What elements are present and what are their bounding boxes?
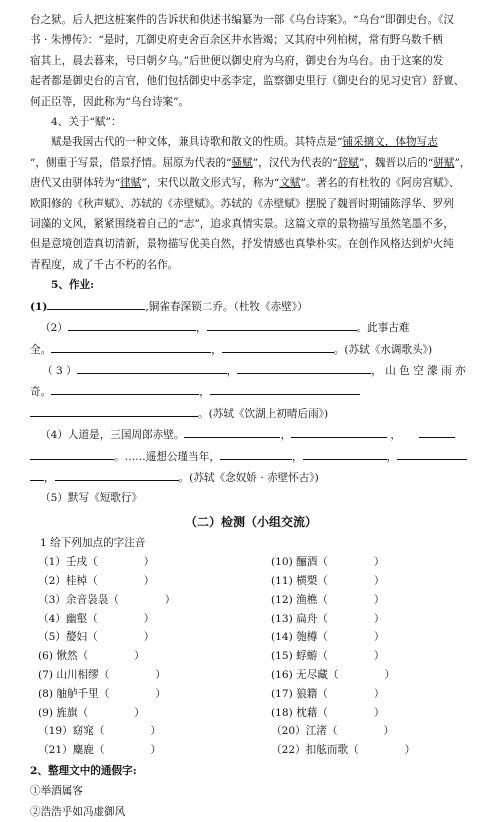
vocab-close-paren: ）: [373, 556, 385, 569]
section-4-heading: 4、关于“赋”：: [51, 116, 122, 129]
vocab-close-paren: ）: [155, 668, 166, 681]
homework-q4-cont: 。……遥想公瑾当年， ， ，: [30, 446, 472, 467]
homework-q1: (1) ,铜雀春深锁二乔。（杜牧《赤壁》）: [30, 296, 472, 317]
homework-q3-cite-line: 。(苏轼《饮湖上初晴后雨》): [30, 403, 472, 424]
vocab-item: [251, 685, 472, 704]
vocab-heading: 1 给下列加点的字注音: [40, 536, 146, 549]
answer-blank[interactable]: [303, 446, 387, 460]
vocab-label: （22）扣舷而歌（: [271, 744, 359, 757]
vocab-close-paren: ）: [373, 650, 385, 663]
vocab-item: [251, 591, 472, 610]
vocab-close-paren: ）: [134, 650, 145, 663]
underlined-term: 辞赋: [337, 156, 359, 169]
homework-q4-cite-line: ， 。(苏轼《念奴娇 · 赤壁怀古》): [30, 467, 472, 488]
underlined-term: 文赋: [279, 177, 301, 190]
vocab-item: [30, 741, 251, 760]
vocab-close-paren: ）: [384, 668, 396, 681]
homework-q3-cont: 奇。 ，: [30, 381, 472, 402]
answer-blank[interactable]: [291, 424, 387, 438]
vocab-close-paren: ）: [383, 725, 395, 738]
vocab-item: [30, 704, 251, 723]
vocab-label: （2）桂棹（: [38, 574, 98, 587]
answer-blank[interactable]: [68, 317, 196, 331]
section-4-text: 欧阳修的《秋声赋》、苏轼的《赤壁赋》。苏轼的《赤壁赋》摆脱了魏晋时期铺陈浮华、罗列: [30, 197, 454, 210]
passage-line: 宿其上，晨去暮来，号曰朝夕乌。”后世便以御史府为乌府，御史台为乌台。由于这案的发: [30, 54, 444, 67]
passage-line: 台之狱。后人把这桩案件的告诉状和供述书编纂为一部《乌台诗案》。“乌台”即御史台。《汉: [30, 14, 454, 26]
vocab-close-paren: ）: [134, 706, 145, 719]
vocab-label: (12) 渔樵（: [271, 593, 328, 606]
answer-blank[interactable]: [30, 403, 198, 417]
section-4-text: 唐代又由骈体转为“律赋”，宋代以散文形式写，称为“文赋”。著名的有杜牧的《阿房宫赋》、: [30, 177, 460, 190]
answer-blank[interactable]: [220, 446, 292, 460]
section-4-text: ”，侧重于写景，借景抒情。屈原为代表的“骚赋”，汉代为代表的“辞赋”，魏晋以后的“骈赋”，: [30, 156, 471, 169]
answer-blank[interactable]: [77, 360, 227, 374]
vocab-label: (14) 匏樽（: [271, 631, 328, 644]
vocab-label: （1）壬戌（: [38, 556, 98, 569]
vocab-item: [30, 722, 251, 741]
vocab-close-paren: ）: [373, 574, 385, 587]
vocab-label: (13) 扁舟（: [271, 612, 328, 625]
answer-blank[interactable]: [210, 381, 360, 395]
vocab-item: [30, 553, 251, 572]
vocab-item: [251, 704, 472, 723]
vocab-close-paren: ）: [373, 612, 385, 625]
vocab-label: (9) 旌旗（: [38, 706, 89, 719]
vocab-close-paren: ）: [373, 631, 385, 644]
vocab-label: (8) 舳舻千里（: [38, 687, 110, 700]
answer-blank[interactable]: [419, 424, 455, 438]
vocab-close-paren: ）: [143, 556, 155, 569]
answer-blank[interactable]: [184, 424, 280, 438]
vocab-item: [251, 722, 472, 741]
homework-q2: （2） ， 。此事古难: [30, 317, 472, 338]
vocab-item: [251, 572, 472, 591]
vocab-item: [30, 591, 251, 610]
tongjia-item: ①举酒属客: [30, 785, 83, 798]
vocab-close-paren: ）: [164, 593, 176, 606]
tongjia-heading: 2、整理文中的通假字:: [30, 764, 137, 777]
vocab-close-paren: ）: [155, 687, 166, 700]
vocab-label: （3）余音袅袅（: [38, 593, 119, 606]
vocab-item: [30, 572, 251, 591]
answer-blank[interactable]: [30, 467, 44, 481]
answer-blank[interactable]: [222, 339, 334, 353]
vocab-label: （21）麋鹿（: [38, 744, 105, 757]
passage-line: 书 · 朱博传》：“是时，兀御史府吏舍百余区井水皆竭；又其府中列柏树，常有野乌数千栖: [30, 34, 443, 47]
vocab-close-paren: ）: [143, 612, 155, 625]
underlined-term: 骈赋: [433, 156, 455, 169]
answer-blank[interactable]: [51, 339, 211, 353]
vocab-item: [30, 628, 251, 647]
vocab-label: (18) 枕藉（: [271, 706, 328, 719]
section-title: （二）检测（小组交流）: [184, 514, 317, 529]
vocab-item: [30, 666, 251, 685]
answer-blank[interactable]: [237, 360, 371, 374]
vocab-label: (17) 狼籍（: [271, 687, 328, 700]
answer-blank[interactable]: [47, 296, 145, 310]
homework-q5: （5）默写《短歌行》: [40, 492, 143, 505]
vocab-list: [30, 553, 472, 760]
vocab-label: (11) 横槊（: [271, 574, 328, 587]
tongjia-item: ②浩浩乎如冯虚御风: [30, 805, 126, 818]
vocab-item: [251, 553, 472, 572]
vocab-item: [30, 610, 251, 629]
passage-line: 起者都是御史台的言官，他们包括御史中丞李定，监察御史里行（御史台的见习史官）舒亶、: [30, 75, 465, 88]
vocab-close-paren: ）: [150, 725, 162, 738]
passage-line: 何正臣等，因此称为“乌台诗案”。: [30, 95, 190, 108]
vocab-label: （4）幽壑（: [38, 612, 98, 625]
vocab-close-paren: ）: [143, 631, 155, 644]
vocab-label: (7) 山川相缪（: [38, 668, 110, 681]
vocab-item: [251, 647, 472, 666]
answer-blank[interactable]: [55, 467, 179, 481]
homework-heading: 5、作业:: [51, 279, 95, 292]
vocab-close-paren: ）: [373, 593, 385, 606]
vocab-label: （19）窈窕（: [38, 725, 105, 738]
section-4-text: 赋是我国古代的一种文体，兼具诗歌和散文的性质。其特点是“铺采摛文，体物写志: [51, 136, 438, 149]
homework-q3: （ 3 ） ， ， 山 色 空 濛 雨 亦: [30, 360, 472, 381]
vocab-item: [251, 610, 472, 629]
vocab-label: (16) 无尽藏（: [271, 668, 339, 681]
vocab-close-paren: ）: [373, 687, 385, 700]
vocab-label: (15) 蜉蝣（: [271, 650, 328, 663]
vocab-close-paren: ）: [143, 574, 155, 587]
vocab-item: [251, 741, 472, 760]
worksheet-page: [30, 10, 472, 822]
homework-q4: （4）人道是，三国周郎赤壁。 ， ，: [30, 424, 472, 445]
section-4-text: 但是意境创造真切清新，景物描写优美自然，抒发情感也真挚朴实。在创作风格达到炉火纯: [30, 238, 454, 251]
section-4-text: 词藻的文风，紧紧围绕着自己的“志”，追求真情实景。这篇文章的景物描写虽然笔墨不多，: [30, 218, 454, 231]
section-4-text: 青程度，成了千古不朽的名作。: [30, 258, 179, 271]
vocab-close-paren: ）: [150, 744, 162, 757]
vocab-item: [30, 647, 251, 666]
underlined-term: 铺采摛文，体物写志: [342, 136, 438, 149]
answer-blank[interactable]: [30, 446, 114, 460]
answer-blank[interactable]: [51, 381, 199, 395]
underlined-term: 骚赋: [231, 156, 253, 169]
vocab-item: [251, 628, 472, 647]
answer-blank[interactable]: [397, 446, 467, 460]
vocab-close-paren: ）: [373, 706, 385, 719]
vocab-label: (6) 愀然（: [38, 650, 89, 663]
vocab-label: （5）嫠妇（: [38, 631, 98, 644]
homework-q2-cont: 全。 ， 。(苏轼《水调歌头》): [30, 339, 472, 360]
vocab-label: (10) 酾酒（: [271, 556, 328, 569]
answer-blank[interactable]: [207, 317, 357, 331]
vocab-close-paren: ）: [404, 744, 416, 757]
vocab-label: （20）江渚（: [271, 725, 338, 738]
vocab-item: [251, 666, 472, 685]
underlined-term: 律赋: [120, 177, 142, 190]
vocab-item: [30, 685, 251, 704]
